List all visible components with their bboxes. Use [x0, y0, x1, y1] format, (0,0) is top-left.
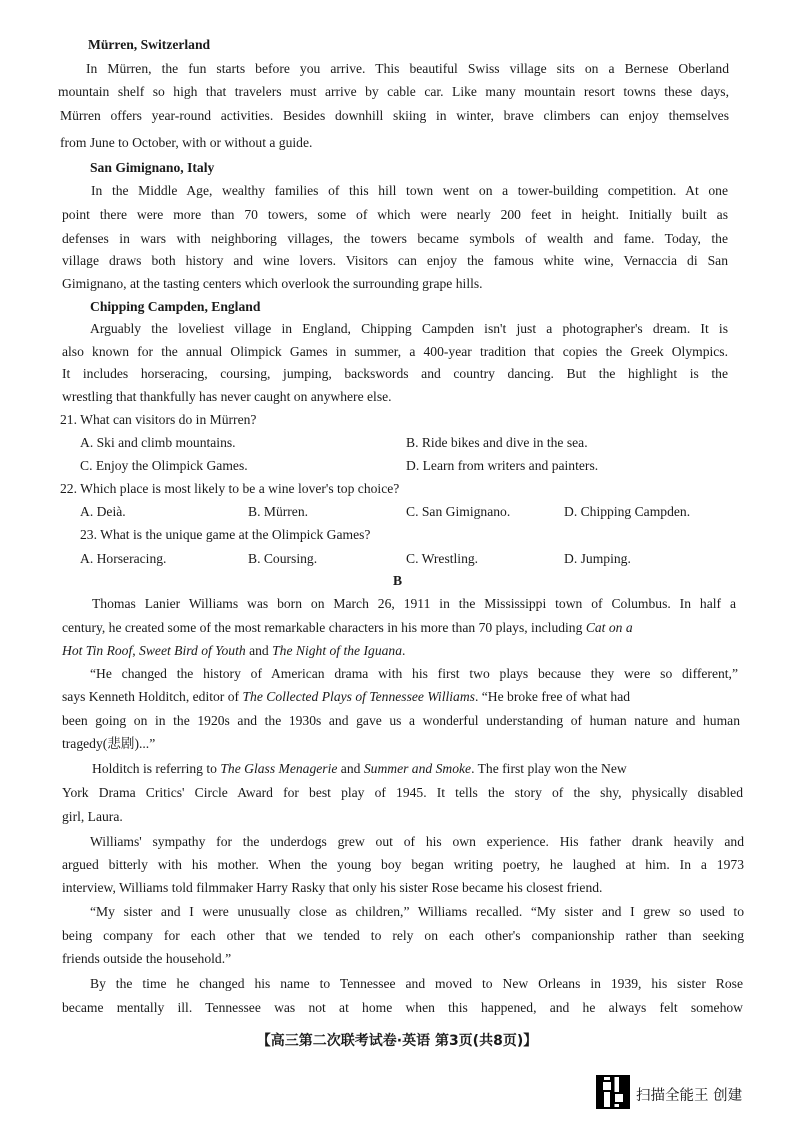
- page-footer: 【高三第二次联考试卷·英语 第3页(共8页)】: [256, 1033, 538, 1049]
- murren-line-2: mountain shelf so high that travelers must arrive by cable car. Like many mountain resort towns these days,: [58, 84, 729, 99]
- question-21-stem: 21. What can visitors do in Mürren?: [60, 412, 257, 427]
- question-21-option-a[interactable]: A. Ski and climb mountains.: [80, 435, 236, 450]
- gimignano-line-4: village draws both history and wine lovers. Visitors can enjoy the famous white wine, Vernaccia di San: [62, 253, 728, 268]
- b-p4-line-1: Williams' sympathy for the underdogs grew out of his own experience. His father drank heavily and: [90, 834, 744, 849]
- b-p1-line-2-text: century, he created some of the most remarkable characters in his more than 70 plays, including: [62, 620, 586, 635]
- b-p2-line-2-text: says Kenneth Holditch, editor of: [62, 689, 243, 704]
- chipping-line-1: Arguably the loveliest village in England, Chipping Campden isn't just a photographer's dream. It is: [90, 321, 728, 336]
- b-p3-line-1: [92, 760, 627, 777]
- b-p1-line-1: Thomas Lanier Williams was born on March 26, 1911 in the Mississippi town of Columbus. In half a: [92, 596, 736, 611]
- heading-chipping-campden: Chipping Campden, England: [90, 299, 261, 314]
- b-p3-text-tail: . The first play won the New: [471, 761, 627, 776]
- question-22-option-c[interactable]: C. San Gimignano.: [406, 504, 511, 519]
- chipping-line-4: wrestling that thankfully has never caught on anywhere else.: [62, 389, 392, 404]
- gimignano-line-5: Gimignano, at the tasting centers which overlook the surrounding grape hills.: [62, 276, 483, 291]
- b-p3-text-a: Holditch is referring to: [92, 761, 221, 776]
- scanner-watermark: 扫描全能王 创建: [636, 1088, 743, 1104]
- question-22-option-a[interactable]: A. Deià.: [80, 504, 126, 519]
- question-23-option-b[interactable]: B. Coursing.: [248, 551, 318, 566]
- question-22-stem: 22. Which place is most likely to be a wine lover's top choice?: [60, 481, 400, 496]
- question-23-stem: 23. What is the unique game at the Olimpick Games?: [80, 527, 371, 542]
- section-b-label: B: [393, 573, 403, 588]
- gimignano-line-3: defenses in wars with neighboring villages, the towers became symbols of wealth and fame. Today, the: [62, 231, 728, 246]
- b-p4-line-3: interview, Williams told filmmaker Harry Rasky that only his sister Rose became his closest friend.: [62, 880, 603, 895]
- murren-line-3: Mürren offers year-round activities. Besides downhill skiing in winter, brave climbers can enjoy themselves: [60, 108, 729, 123]
- b-p6-line-1: By the time he changed his name to Tennessee and moved to New Orleans in 1939, his sister Rose: [90, 976, 743, 991]
- b-p5-line-1: “My sister and I were unusually close as children,” Williams recalled. “My sister and I grew so used to: [90, 904, 744, 919]
- b-p2-line-2: [62, 688, 630, 705]
- gimignano-line-2: point there were more than 70 towers, some of which were nearly 200 feet in height. Initially built as: [62, 207, 728, 222]
- play-title-night-iguana: The Night of the Iguana: [272, 643, 403, 658]
- b-p2-line-4: tragedy(悲剧)...”: [62, 736, 156, 751]
- b-p2-line-3: been going on in the 1920s and the 1930s and gave us a wonderful understanding of human nature and human: [62, 713, 740, 728]
- b-p3-text-and: and: [337, 761, 364, 776]
- question-21-option-b[interactable]: B. Ride bikes and dive in the sea.: [406, 435, 588, 450]
- play-title-glass-menagerie: The Glass Menagerie: [220, 761, 338, 776]
- connector-and: and: [245, 643, 273, 658]
- question-23-option-d[interactable]: D. Jumping.: [564, 551, 631, 566]
- murren-line-4: from June to October, with or without a guide.: [60, 135, 313, 150]
- play-title-summer-and-smoke: Summer and Smoke: [363, 761, 472, 776]
- qr-code-icon: [596, 1075, 630, 1109]
- b-p6-line-2: became mentally ill. Tennessee was not at home when this happened, and he always felt somehow: [62, 1000, 743, 1015]
- b-p3-line-2: York Drama Critics' Circle Award for best play of 1945. It tells the story of the shy, physically disabled: [62, 785, 743, 800]
- play-title-hot-tin-roof: Hot Tin Roof: [62, 643, 133, 658]
- b-p3-line-3: girl, Laura.: [62, 809, 123, 824]
- question-22-option-b[interactable]: B. Mürren.: [248, 504, 309, 519]
- play-title-cat-on-a: Cat on a: [585, 620, 633, 635]
- b-p5-line-2: being company for each other that we tended to rely on each other's companionship rather than seeking: [62, 928, 744, 943]
- b-p1-line-3: [62, 642, 405, 659]
- question-22-option-d[interactable]: D. Chipping Campden.: [564, 504, 691, 519]
- question-21-option-c[interactable]: C. Enjoy the Olimpick Games.: [80, 458, 248, 473]
- question-23-option-c[interactable]: C. Wrestling.: [406, 551, 479, 566]
- chipping-line-3: It includes horseracing, coursing, jumping, backswords and country dancing. But the highlight is the: [62, 366, 728, 381]
- separator: ,: [132, 643, 140, 658]
- b-p2-line-2-tail: . “He broke free of what had: [474, 689, 631, 704]
- play-title-sweet-bird: Sweet Bird of Youth: [139, 643, 246, 658]
- b-p4-line-2: argued bitterly with his mother. When the young boy began writing poetry, he laughed at him. In a 1973: [62, 857, 744, 872]
- heading-murren: Mürren, Switzerland: [88, 37, 211, 52]
- b-p1-line-2: [62, 619, 736, 636]
- b-p2-line-1: “He changed the history of American drama with his first two plays because they were so different,”: [90, 666, 738, 681]
- period: .: [402, 643, 406, 658]
- question-23-option-a[interactable]: A. Horseracing.: [80, 551, 167, 566]
- heading-san-gimignano: San Gimignano, Italy: [90, 160, 215, 175]
- gimignano-line-1: In the Middle Age, wealthy families of this hill town went on a tower-building competition. At one: [91, 183, 728, 198]
- book-title-collected-plays: The Collected Plays of Tennessee Williams: [242, 689, 475, 704]
- b-p5-line-3: friends outside the household.”: [62, 951, 232, 966]
- murren-line-1: In Mürren, the fun starts before you arrive. This beautiful Swiss village sits on a Bernese Oberland: [86, 61, 729, 76]
- question-21-option-d[interactable]: D. Learn from writers and painters.: [406, 458, 599, 473]
- chipping-line-2: also known for the annual Olimpick Games in summer, a 400-year tradition that copies the Greek Olympics.: [62, 344, 728, 359]
